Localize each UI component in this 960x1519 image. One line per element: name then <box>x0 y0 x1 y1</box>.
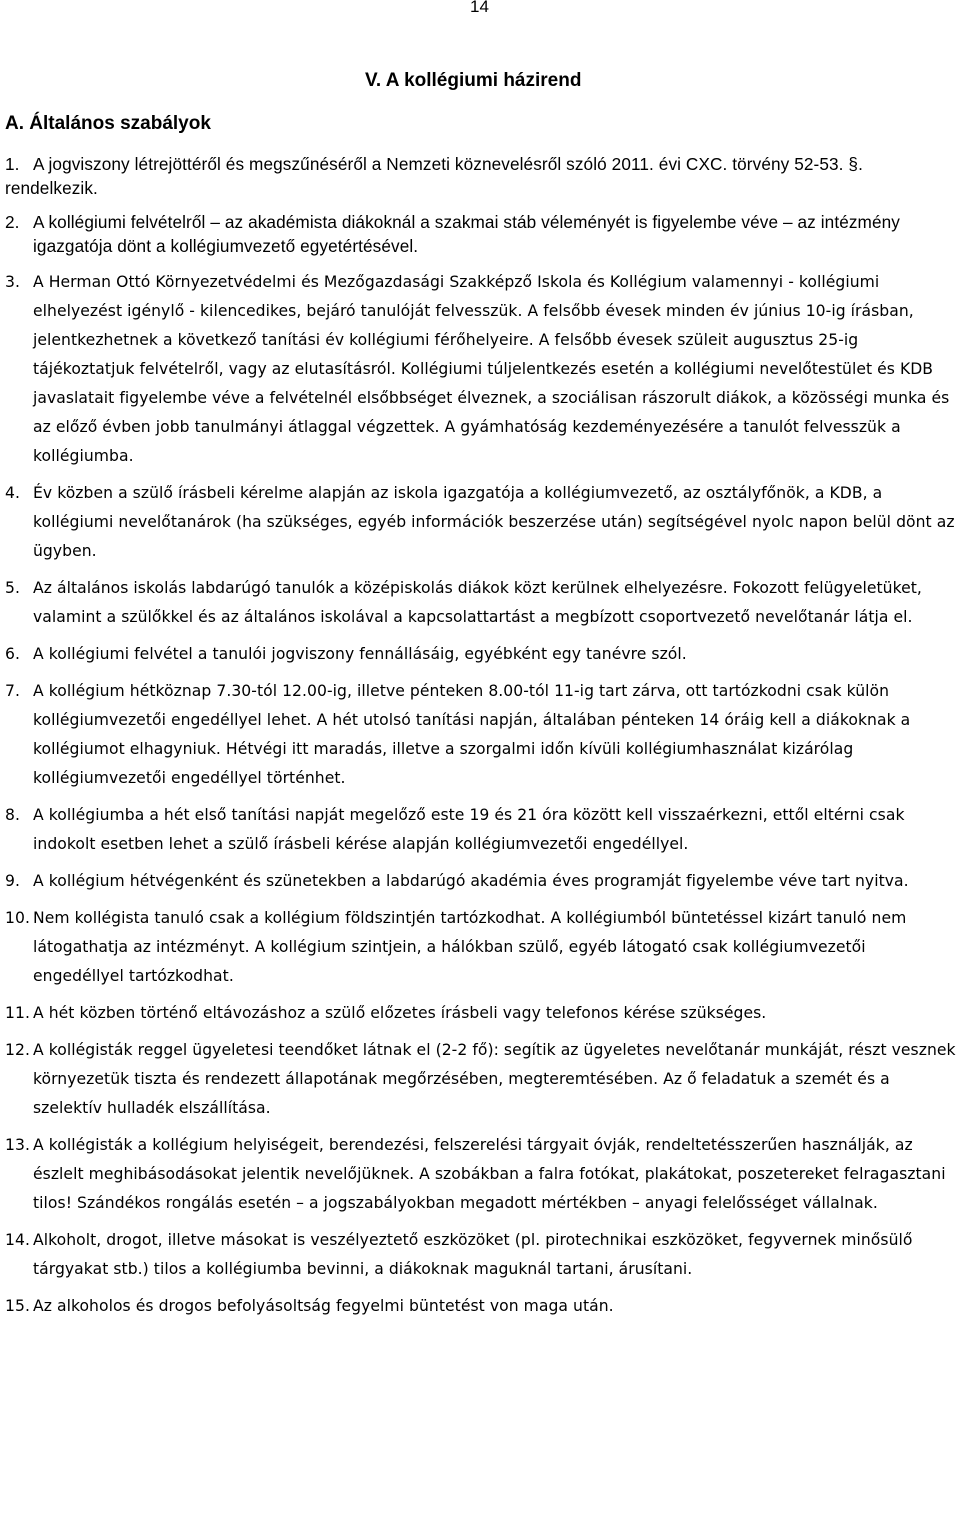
rule-text: A Herman Ottó Környezetvédelmi és Mezőgazdasági Szakképző Iskola és Kollégium valamennyi - kollégiumi elhelyezést igénylő - kilencedikes, bejáró tanulóját felvesszük. A felsőbb évesek minden év június 10-ig írásban, jelentkezhetnek a következő tanítási év kollégiumi férőhelyeire. A felsőbb évesek szüleit augusztus 25-ig tájékoztatjuk felvételről, vagy az elutasításról. Kollégiumi túljelentkezés esetén a kollégiumi nevelőtestület és KDB javaslatait figyelembe véve a felvételnél elsőbbséget élveznek, a szociálisan rászorult diákok, a közösségi munka és az előző évben jobb tanulmányi átlaggal végzettek. A gyámhatóság kezdeményezésére a tanulót felvesszük a kollégiumba. <box>33 273 950 465</box>
rule-number: 10. <box>5 909 30 927</box>
rule-item <box>5 677 960 793</box>
rule-text: A hét közben történő eltávozáshoz a szülő előzetes írásbeli vagy telefonos kérése szükséges. <box>33 1004 767 1022</box>
rule-item <box>5 152 960 200</box>
rule-number: 9. <box>5 872 20 890</box>
rule-item <box>5 1292 960 1321</box>
rule-text: A kollégiumi felvételről – az akadémista diákoknál a szakmai stáb véleményét is figyelembe véve – az intézmény igazgatója dönt a kollégiumvezető egyetértésével. <box>33 212 900 256</box>
rule-number: 12. <box>5 1041 30 1059</box>
rule-text: Év közben a szülő írásbeli kérelme alapján az iskola igazgatója a kollégiumvezető, az osztályfőnök, a KDB, a kollégiumi nevelőtanárok (ha szükséges, egyéb információk beszerzése után) segítségével nyolc napon belül dönt az ügyben. <box>33 484 955 560</box>
rule-number: 7. <box>5 682 20 700</box>
rule-item <box>5 1036 960 1123</box>
rule-text: A kollégium hétköznap 7.30-tól 12.00-ig, illetve pénteken 8.00-tól 11-ig tart zárva, ott tartózkodni csak külön kollégiumvezetői engedéllyel lehet. A hét utolsó tanítási napján, általában pénteken 14 óráig kell a diákoknak a kollégiumot elhagyniuk. Hétvégi itt maradás, illetve a szorgalmi időn kívüli kollégiumhasználat kizárólag kollégiumvezetői engedéllyel történhet. <box>33 682 911 787</box>
rule-text: Az alkoholos és drogos befolyásoltság fegyelmi büntetést von maga után. <box>33 1297 614 1315</box>
rule-number: 1. <box>5 154 20 174</box>
rule-text: Alkoholt, drogot, illetve másokat is veszélyeztető eszközöket (pl. pirotechnikai eszközöket, fegyvernek minősülő tárgyakat stb.) tilos a kollégiumba bevinni, a diákoknak maguknál tartani, árusítani. <box>33 1231 913 1278</box>
rule-item <box>5 904 960 991</box>
page-number: 14 <box>470 0 489 16</box>
rule-item <box>5 640 960 669</box>
rule-item <box>5 867 960 896</box>
rule-item <box>5 1226 960 1284</box>
rule-number: 6. <box>5 645 20 663</box>
rule-item <box>5 268 960 471</box>
rule-number: 4. <box>5 484 20 502</box>
rule-number: 5. <box>5 579 20 597</box>
rule-number: 8. <box>5 806 20 824</box>
rule-number: 13. <box>5 1136 30 1154</box>
rule-number: 15. <box>5 1297 30 1315</box>
rule-number: 11. <box>5 1004 30 1022</box>
rule-item <box>5 210 960 258</box>
rules-list <box>5 152 960 1329</box>
rule-number: 14. <box>5 1231 30 1249</box>
rule-text: A kollégiumi felvétel a tanulói jogviszony fennállásáig, egyébként egy tanévre szól. <box>33 645 687 663</box>
rule-number: 2. <box>5 212 20 232</box>
rule-text: Az általános iskolás labdarúgó tanulók a középiskolás diákok közt kerülnek elhelyezésre. Fokozott felügyeletüket, valamint a szülőkkel és az általános iskolával a kapcsolattartást a megbízott csoportvezető nevelőtanár látja el. <box>33 579 922 626</box>
rule-text: A kollégisták reggel ügyeletesi teendőket látnak el (2-2 fő): segítik az ügyeletes nevelőtanár munkáját, részt vesznek környezetük tiszta és rendezett állapotának megőrzésében, megteremtésében. Az ő feladatuk a szemét és a szelektív hulladék elszállítása. <box>33 1041 956 1117</box>
rule-item <box>5 801 960 859</box>
rule-item <box>5 1131 960 1218</box>
rule-item <box>5 479 960 566</box>
rule-text: A kollégisták a kollégium helyiségeit, berendezési, felszerelési tárgyait óvják, rendeltetésszerűen használják, az észlelt meghibásodásokat jelentik nevelőjüknek. A szobákban a falra fotókat, plakátokat, poszetereket felragasztani tilos! Szándékos rongálás esetén – a jogszabályokban megadott mértékben – anyagi felelősséget vállalnak. <box>33 1136 946 1212</box>
rule-text: A kollégium hétvégenként és szünetekben a labdarúgó akadémia éves programját figyelembe véve tart nyitva. <box>33 872 909 890</box>
subsection-title: A. Általános szabályok <box>5 113 211 134</box>
rule-item <box>5 999 960 1028</box>
rule-text: Nem kollégista tanuló csak a kollégium földszintjén tartózkodhat. A kollégiumból büntetéssel kizárt tanuló nem látogathatja az intézményt. A kollégium szintjein, a hálókban szülő, egyéb látogató csak kollégiumvezetői engedéllyel tartózkodhat. <box>33 909 907 985</box>
rule-number: 3. <box>5 273 20 291</box>
rule-text: A jogviszony létrejöttéről és megszűnéséről a Nemzeti köznevelésről szóló 2011. évi CXC. törvény 52-53. §. rendelkezik. <box>5 154 863 198</box>
rule-item <box>5 574 960 632</box>
section-title: V. A kollégiumi házirend <box>365 70 582 91</box>
rule-text: A kollégiumba a hét első tanítási napját megelőző este 19 és 21 óra között kell visszaérkezni, ettől eltérni csak indokolt esetben lehet a szülő írásbeli kérése alapján kollégiumvezetői engedéllyel. <box>33 806 905 853</box>
